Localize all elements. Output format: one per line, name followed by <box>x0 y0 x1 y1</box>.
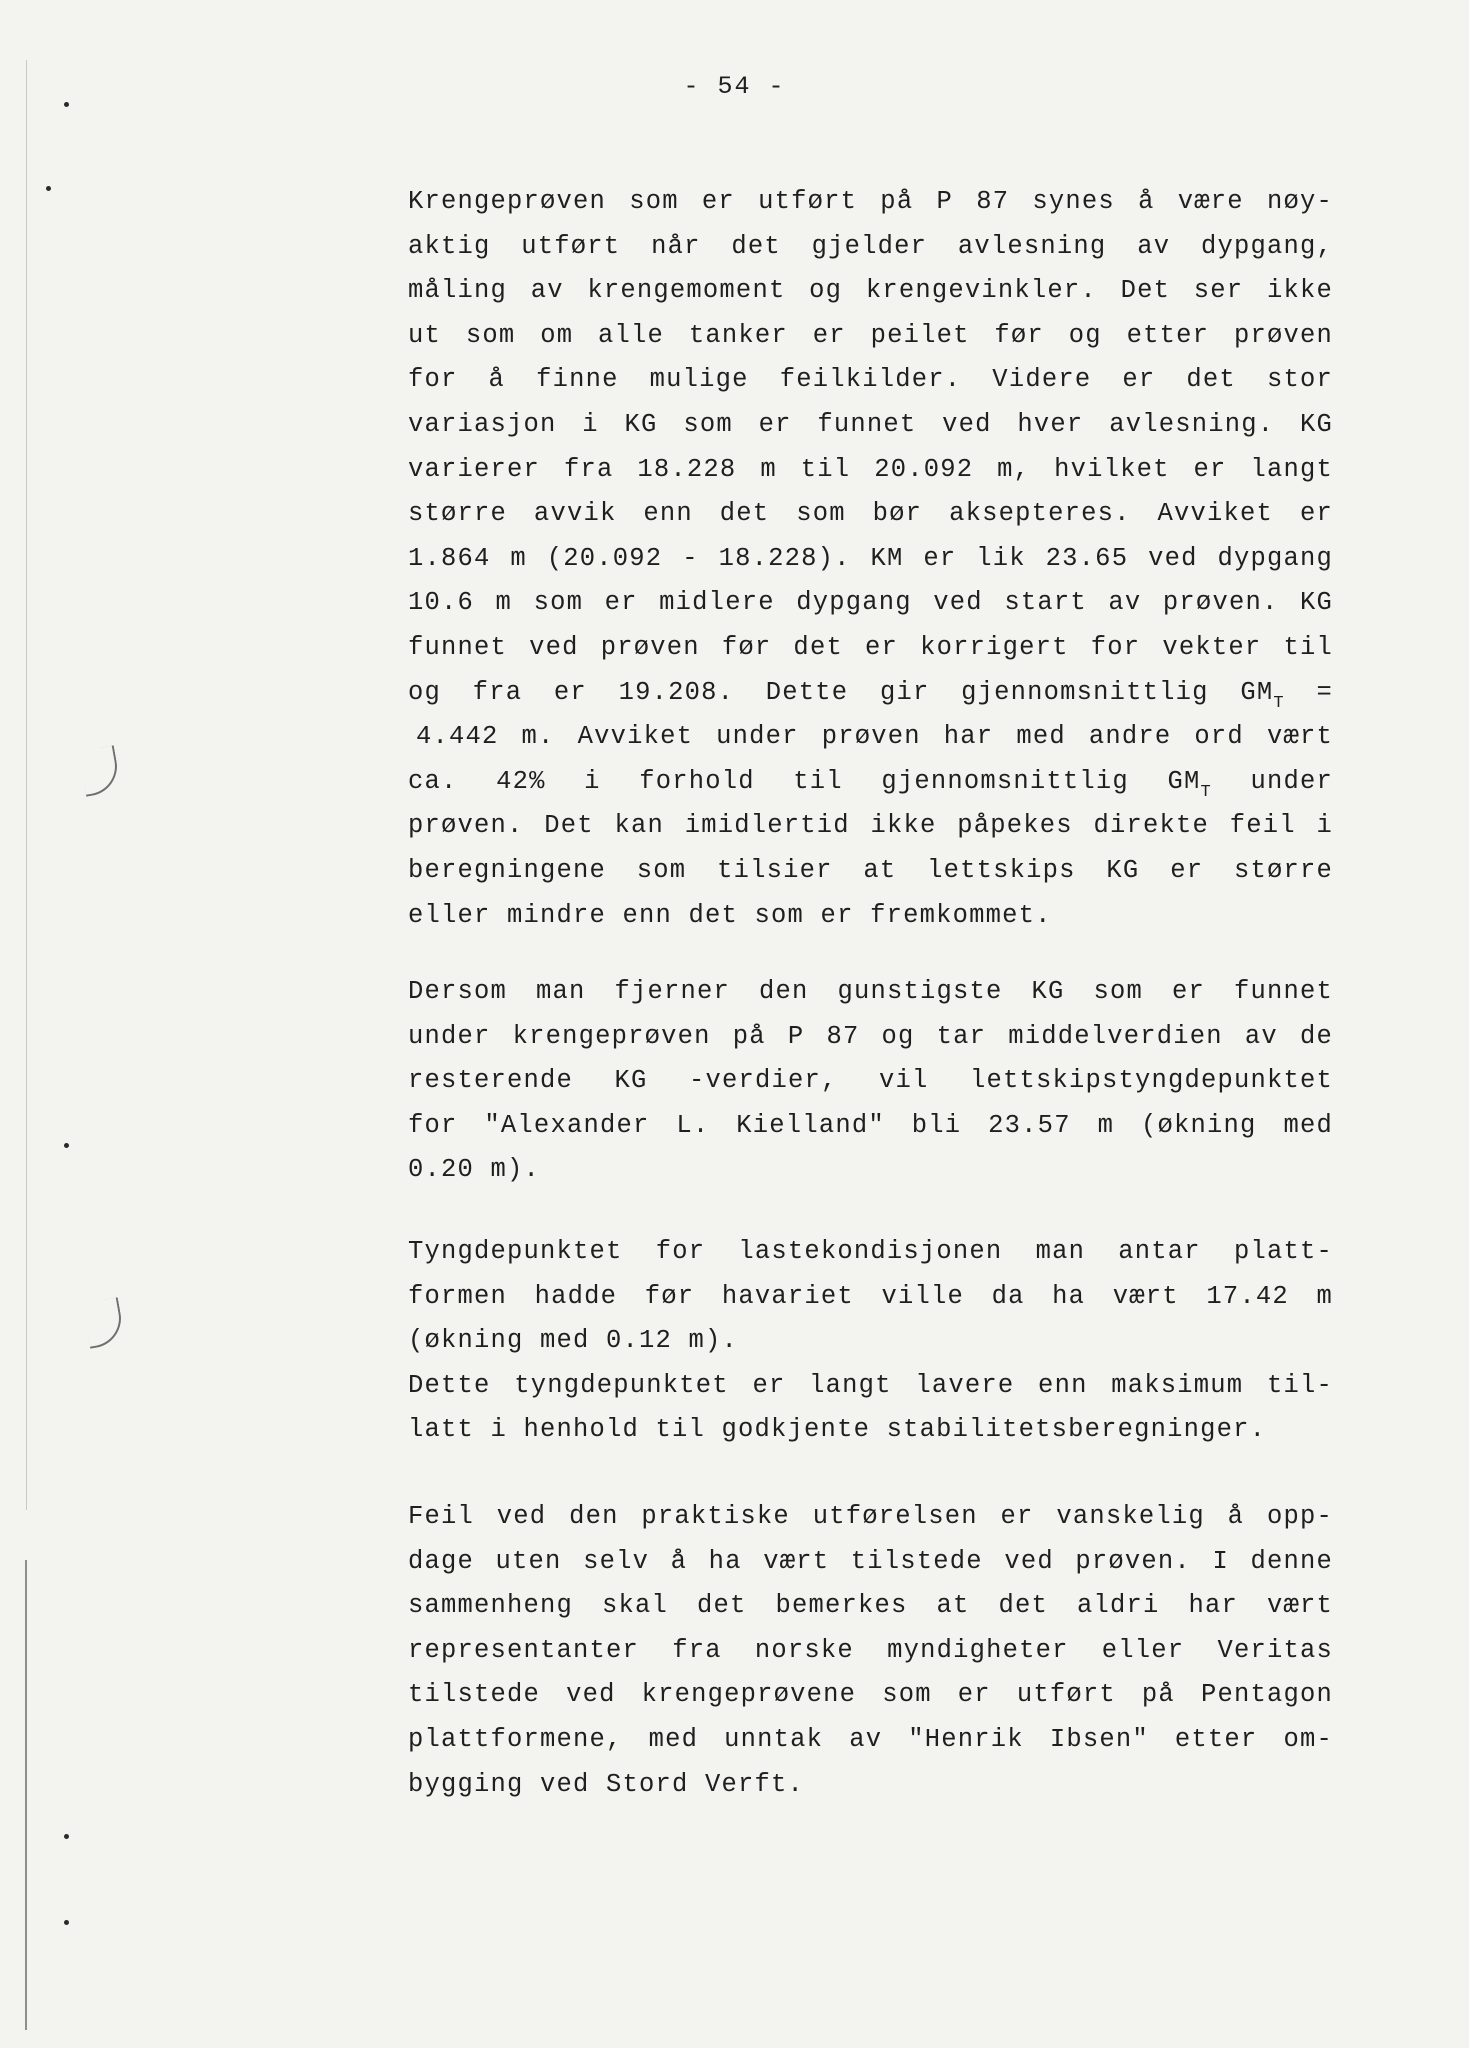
text-line: prøven. Det kan imidlertid ikke påpekes direkte feil i <box>408 811 1333 841</box>
text-line: større avvik enn det som bør aksepteres. Avviket er <box>408 499 1333 529</box>
gm-text: ca. 42% i forhold til gjennomsnittlig GM <box>408 766 1201 796</box>
text-line: Krengeprøven som er utført på P 87 synes å være nøy- <box>408 187 1333 216</box>
text-line: Dersom man fjerner den gunstigste KG som er funnet <box>408 977 1333 1006</box>
text-line: bygging ved Stord Verft. <box>408 1769 805 1799</box>
text-line: varierer fra 18.228 m til 20.092 m, hvilket er langt <box>408 454 1333 484</box>
page-edge-line <box>26 60 27 1510</box>
text-line: Feil ved den praktiske utførelsen er vanskelig å opp- <box>408 1502 1333 1531</box>
margin-dot <box>64 102 69 107</box>
margin-dot <box>64 1834 69 1839</box>
text-line: for å finne mulige feilkilder. Videre er det stor <box>408 365 1333 395</box>
text-line: tilstede ved krengeprøvene som er utført på Pentagon <box>408 1680 1333 1710</box>
text-line: Tyngdepunktet for lastekondisjonen man antar platt- <box>408 1237 1333 1266</box>
text-line: funnet ved prøven før det er korrigert for vekter til <box>408 632 1333 662</box>
gm-under: under <box>1250 766 1333 796</box>
text-line: aktig utført når det gjelder avlesning av dypgang, <box>408 231 1333 261</box>
text-line: sammenheng skal det bemerkes at det aldri har vært <box>408 1591 1333 1621</box>
binding-edge-line <box>25 1560 27 2030</box>
text-line: eller mindre enn det som er fremkommet. <box>408 900 1052 930</box>
margin-dot <box>64 1920 69 1925</box>
text-line: dage uten selv å ha vært tilstede ved prøven. I denne <box>408 1546 1333 1576</box>
text-line: resterende KG -verdier, vil lettskipstyngdepunktet <box>408 1066 1333 1096</box>
text-line: formen hadde før havariet ville da ha vært 17.42 m <box>408 1281 1333 1311</box>
margin-dot <box>64 1143 69 1148</box>
text-line: ut som om alle tanker er peilet før og etter prøven <box>408 320 1333 350</box>
text-line: måling av krengemoment og krengevinkler. Det ser ikke <box>408 276 1333 306</box>
text-line: 1.864 m (20.092 - 18.228). KM er lik 23.65 ved dypgang <box>408 543 1333 573</box>
gm-subscript: T <box>1273 693 1285 713</box>
text-line-gm <box>408 760 1333 805</box>
text-line: beregningene som tilsier at lettskips KG er større <box>408 855 1333 885</box>
text-line: Dette tyngdepunktet er langt lavere enn maksimum til- <box>408 1370 1333 1400</box>
punch-hole-mark <box>78 745 121 797</box>
text-line: 10.6 m som er midlere dypgang ved start av prøven. KG <box>408 588 1333 618</box>
page-number: - 54 - <box>683 72 786 101</box>
text-line: variasjon i KG som er funnet ved hver avlesning. KG <box>408 409 1333 439</box>
text-line: latt i henhold til godkjente stabilitetsberegninger. <box>408 1415 1267 1445</box>
gm-text: og fra er 19.208. Dette gir gjennomsnittlig GM <box>408 677 1274 707</box>
text-line: under krengeprøven på P 87 og tar middelverdien av de <box>408 1021 1333 1051</box>
paragraph-2 <box>408 970 1333 1193</box>
gm-equals: = <box>1316 677 1333 707</box>
paragraph-1 <box>408 180 1333 938</box>
text-line: plattformene, med unntak av "Henrik Ibsen" etter om- <box>408 1724 1333 1754</box>
text-line: (økning med 0.12 m). <box>408 1326 739 1356</box>
margin-dot <box>46 186 51 191</box>
text-line: representanter fra norske myndigheter eller Veritas <box>408 1635 1333 1665</box>
text-line: for "Alexander L. Kielland" bli 23.57 m (økning med <box>408 1110 1333 1140</box>
paragraph-3 <box>408 1230 1333 1453</box>
paragraph-4 <box>408 1495 1333 1807</box>
text-line-gm <box>408 671 1333 716</box>
punch-hole-mark <box>82 1297 125 1349</box>
gm-subscript: T <box>1200 782 1212 802</box>
text-line: 4.442 m. Avviket under prøven har med andre ord vært <box>416 722 1333 752</box>
text-line: 0.20 m). <box>408 1155 541 1185</box>
